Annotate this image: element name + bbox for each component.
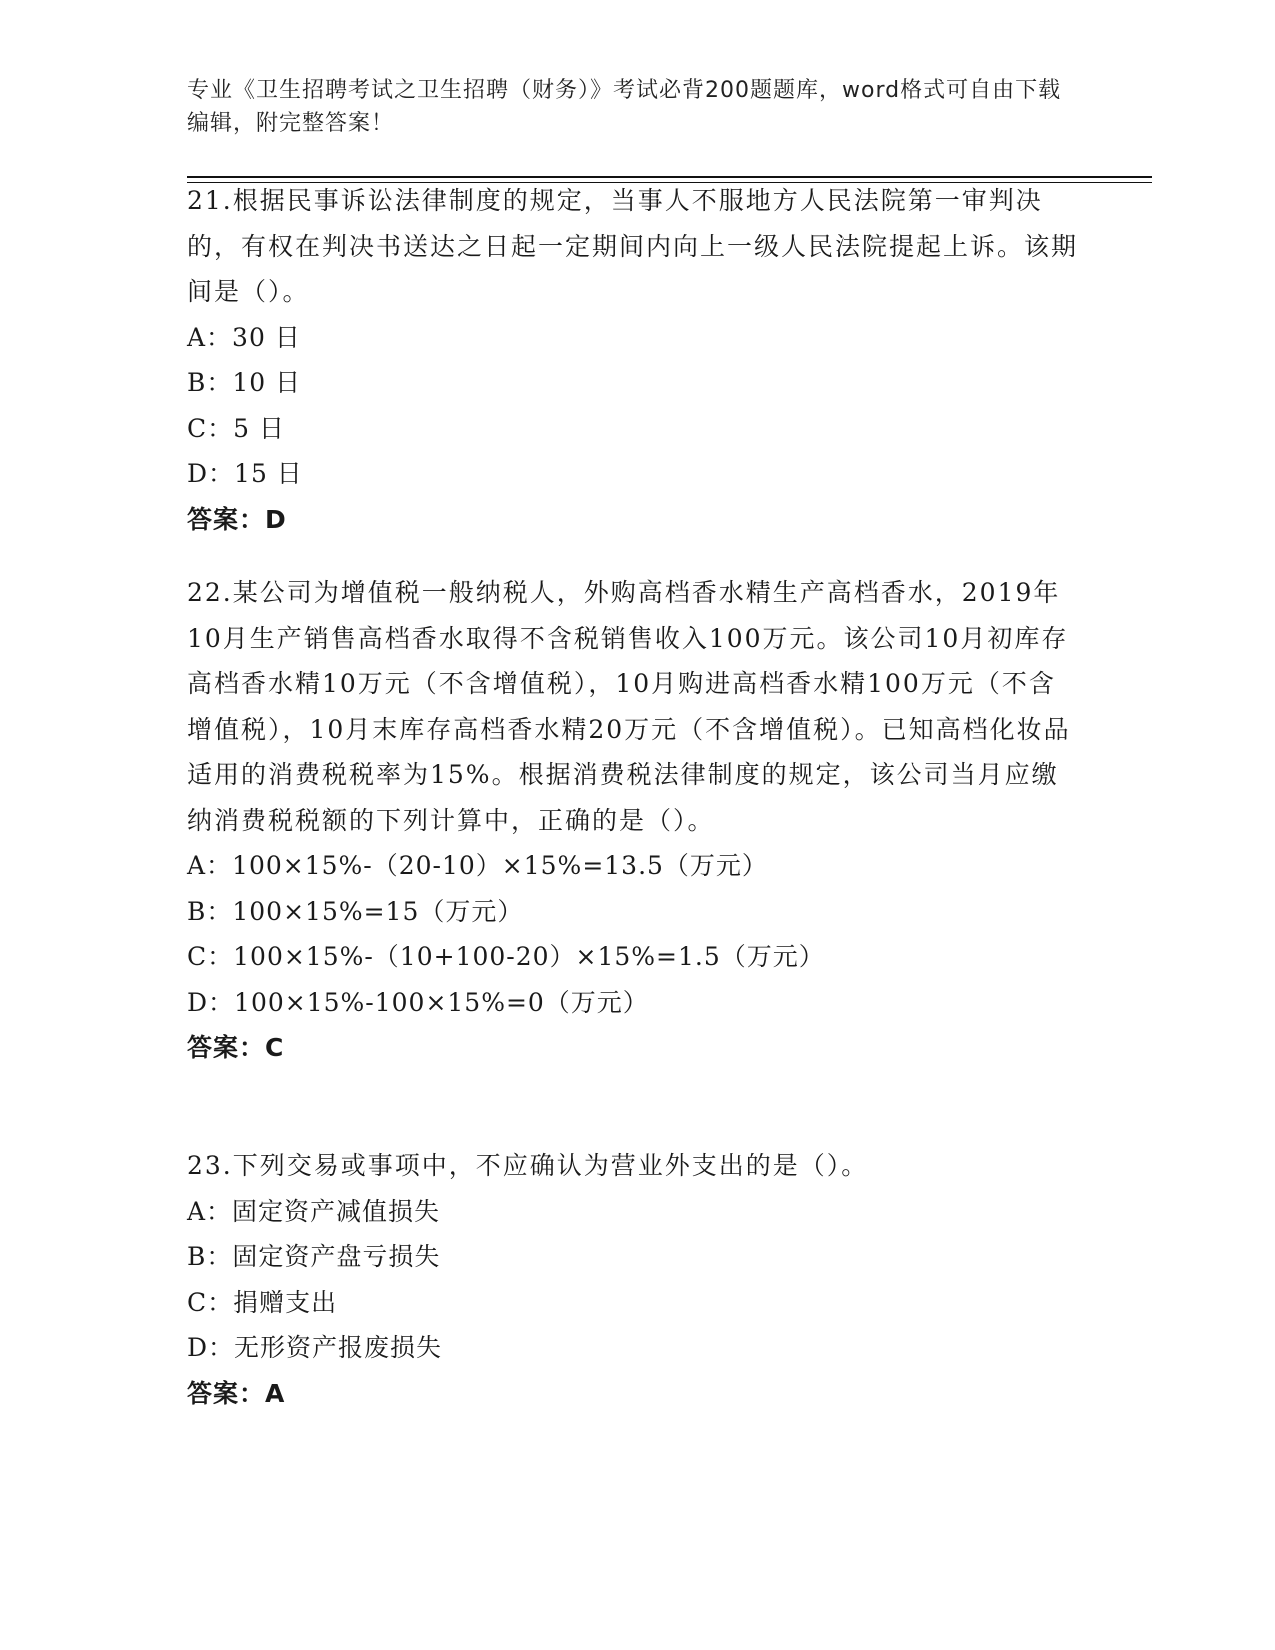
question-23	[187, 1143, 1082, 1416]
option-b: B：100×15%=15（万元）	[187, 896, 524, 926]
option-c: C：捐赠支出	[187, 1287, 338, 1317]
question-stem: 22.某公司为增值税一般纳税人，外购高档香水精生产高档香水，2019年10月生产销售高档香水取得不含税销售收入100万元。该公司10月初库存高档香水精10万元（不含增值税），10月购进高档香水精100万元（不含增值税），10月末库存高档香水精20万元（不含增值税）。已知高档化妆品适用的消费税税率为15%。根据消费税法律制度的规定，该公司当月应缴纳消费税税额的下列计算中，正确的是（）。	[187, 578, 1071, 835]
question-stem: 21.根据民事诉讼法律制度的规定，当事人不服地方人民法院第一审判决的，有权在判决书送达之日起一定期间内向上一级人民法院提起上诉。该期间是（）。	[187, 186, 1079, 306]
option-d: D：100×15%-100×15%=0（万元）	[187, 987, 649, 1017]
answer-line: 答案：D	[187, 504, 287, 534]
option-d: D：15 日	[187, 459, 303, 488]
question-22	[187, 570, 1082, 1071]
question-stem: 23.下列交易或事项中，不应确认为营业外支出的是（）。	[187, 1151, 869, 1180]
option-d: D：无形资产报废损失	[187, 1333, 443, 1362]
question-21	[187, 178, 1082, 542]
option-c: C：5 日	[187, 413, 285, 443]
option-a: A：固定资产减值损失	[187, 1196, 441, 1226]
answer-line: 答案：A	[187, 1378, 286, 1408]
document-header: 专业《卫生招聘考试之卫生招聘（财务）》考试必背200题题库，word格式可自由下载编辑，附完整答案！	[187, 78, 1062, 136]
answer-line: 答案：C	[187, 1033, 285, 1062]
option-a: A：100×15%-（20-10）×15%=13.5（万元）	[187, 851, 768, 880]
option-c: C：100×15%-（10+100-20）×15%=1.5（万元）	[187, 942, 825, 971]
option-b: B：10 日	[187, 368, 302, 397]
option-a: A：30 日	[187, 322, 301, 352]
option-b: B：固定资产盘亏损失	[187, 1242, 441, 1271]
